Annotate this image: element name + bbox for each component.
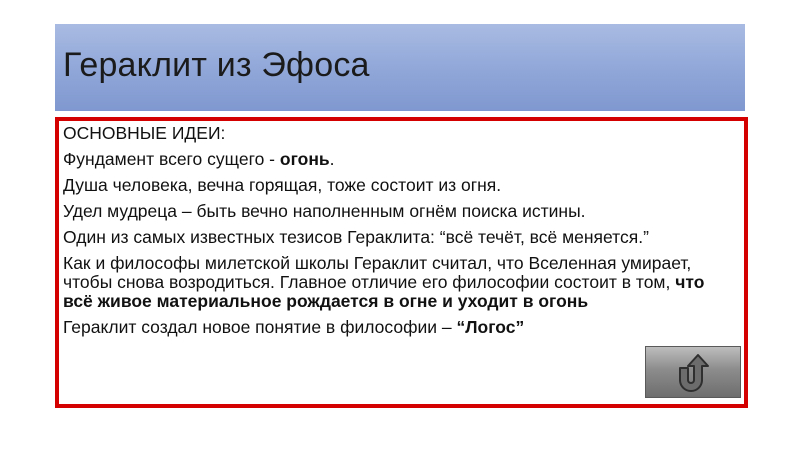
title-bar (55, 24, 745, 111)
ideas-heading: ОСНОВНЫЕ ИДЕИ: (63, 123, 226, 143)
ideas-list (63, 124, 738, 344)
idea-fire-foundation: Фундамент всего сущего - огонь. (63, 149, 335, 169)
idea-soul: Душа человека, вечна горящая, тоже состоит из огня. (63, 175, 502, 195)
slide-title: Гераклит из Эфоса (63, 46, 370, 84)
idea-sage: Удел мудреца – быть вечно наполненным огнём поиска истины. (63, 201, 586, 221)
idea-universe: Как и философы милетской школы Гераклит считал, что Вселенная умирает, чтобы снова возродиться. Главное отличие его философии состоит в том, что всё живое материальное рождается в огне и уходит в огонь (63, 253, 705, 311)
return-arrow-icon (671, 352, 715, 392)
idea-everything-flows: Один из самых известных тезисов Гераклита: “всё течёт, всё меняется.” (63, 227, 649, 247)
return-button[interactable] (645, 346, 741, 398)
idea-logos: Гераклит создал новое понятие в философии – “Логос” (63, 317, 525, 337)
